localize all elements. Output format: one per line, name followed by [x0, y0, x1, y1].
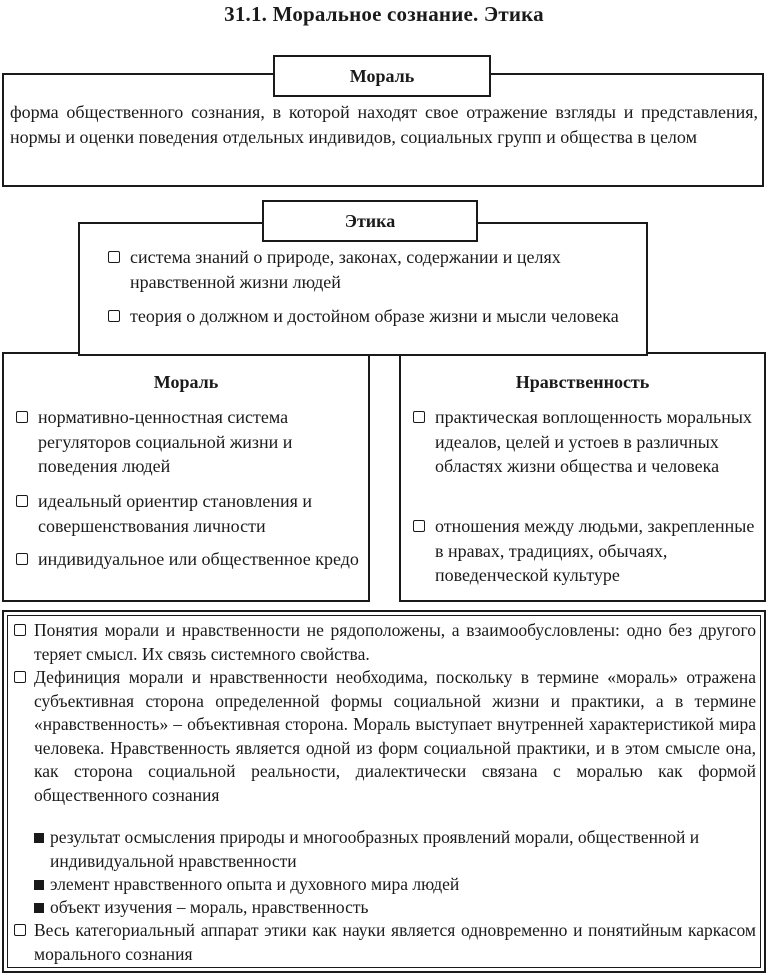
checkbox-icon — [14, 924, 26, 936]
checkbox-icon — [413, 520, 425, 532]
note-subitem: объект изучения – мораль, нравственность — [34, 896, 756, 920]
checkbox-icon — [16, 553, 28, 565]
ethics-heading-box — [262, 200, 478, 242]
checkbox-icon — [16, 495, 28, 507]
moral-heading-box — [273, 55, 491, 97]
checkbox-icon — [108, 310, 120, 322]
checkbox-icon — [14, 671, 26, 683]
moral-definition-text: форма общественного сознания, в которой находят свое отражение взгляды и представления, нормы и оценки поведения отдельных индивидов, социальных групп и общества в целом — [10, 102, 758, 147]
page-title: 31.1. Моральное сознание. Этика — [224, 2, 544, 26]
ethics-heading: Этика — [344, 211, 396, 231]
nravstvennost-item: отношения между людьми, закрепленные в нравах, традициях, обычаях, поведенческой культуре — [413, 514, 759, 588]
bullet-square-icon — [34, 880, 44, 890]
checkbox-icon — [14, 624, 26, 636]
checkbox-icon — [16, 411, 28, 423]
note-subitem: элемент нравственного опыта и духовного мира людей — [34, 873, 756, 897]
bullet-square-icon — [34, 903, 44, 913]
morality-item: индивидуальное или общественное кредо — [16, 547, 361, 572]
note-item: Весь категориальный аппарат этики как науки является одновременно и понятийным каркасом морального сознания — [14, 919, 756, 966]
morality-item: идеальный ориентир становления и совершенствования личности — [16, 489, 361, 538]
morality-heading: Мораль — [153, 372, 219, 392]
note-item: Понятия морали и нравственности не рядоположены, а взаимообусловлены: одно без другого теряет смысл. Их связь системного свойства. — [14, 619, 756, 666]
checkbox-icon — [108, 251, 120, 263]
note-subitem: результат осмысления природы и многообразных проявлений морали, общественной и индивидуальной нравственности — [34, 826, 756, 873]
ethics-item: система знаний о природе, законах, содержании и целях нравственной жизни людей — [108, 245, 638, 294]
moral-heading: Мораль — [349, 66, 415, 86]
ethics-item: теория о должном и достойном образе жизни и мысли человека — [108, 304, 638, 329]
morality-item: нормативно-ценностная система регуляторов социальной жизни и поведения людей — [16, 405, 361, 479]
note-item: Дефиниция морали и нравственности необходима, поскольку в термине «мораль» отражена субъективная сторона определенной формы социальной жизни и практики, а в термине «нравственность» – объективная сторона. Мораль выступает внутренней характеристикой мира человека. Нравственность является одной из форм социальной практики, и в этом смысле она, как сторона социальной реальности, диалектически связана с моралью как формой общественного сознания — [14, 666, 756, 807]
checkbox-icon — [413, 411, 425, 423]
nravstvennost-heading: Нравственность — [515, 372, 650, 392]
nravstvennost-item: практическая воплощенность моральных идеалов, целей и устоев в различных областях жизни общества и человека — [413, 405, 759, 479]
bullet-square-icon — [34, 833, 44, 843]
